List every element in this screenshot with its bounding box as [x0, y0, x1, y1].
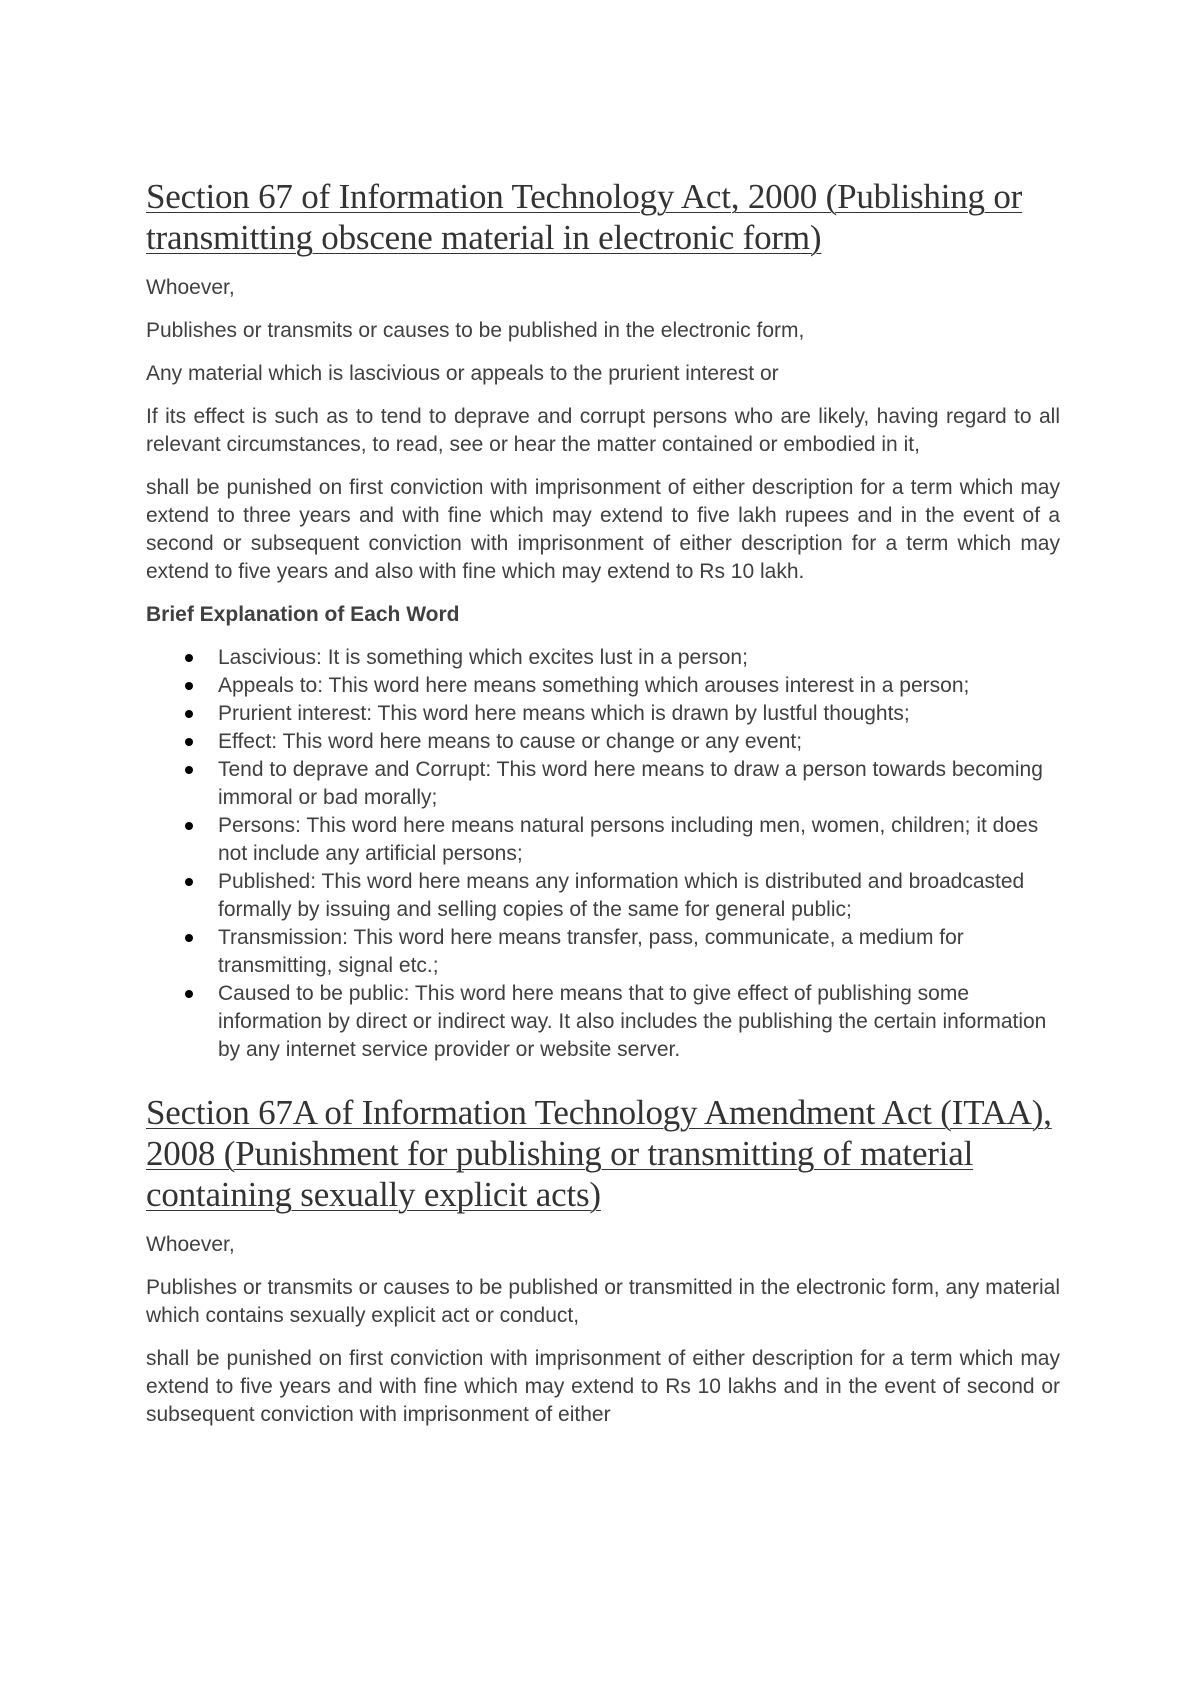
definition-text: Lascivious: It is something which excites lust in a person; — [218, 646, 748, 669]
definition-text: Appeals to: This word here means something which arouses interest in a person; — [218, 674, 970, 697]
bullet-icon — [185, 822, 193, 830]
bullet-icon — [185, 878, 193, 886]
list-item — [146, 980, 1060, 1064]
list-item — [146, 672, 1060, 700]
list-item — [146, 812, 1060, 868]
list-item — [146, 728, 1060, 756]
bullet-icon — [185, 654, 193, 662]
section-67-material-clause: Any material which is lascivious or appeals to the prurient interest or — [146, 362, 779, 385]
section-67-publishes-clause: Publishes or transmits or causes to be published in the electronic form, — [146, 319, 805, 342]
definitions-list — [146, 644, 1060, 1064]
bullet-icon — [185, 738, 193, 746]
section-67a-whoever: Whoever, — [146, 1233, 235, 1256]
section-67-punishment-clause: shall be punished on first conviction with imprisonment of either description for a term which may extend to three years and with fine which may extend to five lakh rupees and in the event of a second or subsequent conviction with imprisonment of either description for a term which may extend to five years and also with fine which may extend to Rs 10 lakh. — [146, 476, 1060, 583]
definition-text: Transmission: This word here means transfer, pass, communicate, a medium for transmitting, signal etc.; — [218, 926, 964, 977]
section-67a-punishment-clause: shall be punished on first conviction with imprisonment of either description for a term which may extend to five years and with fine which may extend to Rs 10 lakhs and in the event of second or subsequent conviction with imprisonment of either — [146, 1347, 1060, 1426]
list-item — [146, 924, 1060, 980]
definition-text: Caused to be public: This word here means that to give effect of publishing some information by direct or indirect way. It also includes the publishing the certain information by any internet service provider or website server. — [218, 982, 1047, 1061]
definition-text: Prurient interest: This word here means which is drawn by lustful thoughts; — [218, 702, 910, 725]
explanation-heading: Brief Explanation of Each Word — [146, 603, 460, 626]
list-item — [146, 756, 1060, 812]
section-67-effect-clause: If its effect is such as to tend to deprave and corrupt persons who are likely, having regard to all relevant circumstances, to read, see or hear the matter contained or embodied in it, — [146, 405, 1060, 456]
definition-text: Persons: This word here means natural persons including men, women, children; it does not include any artificial persons; — [218, 814, 1039, 865]
bullet-icon — [185, 934, 193, 942]
bullet-icon — [185, 682, 193, 690]
list-item — [146, 700, 1060, 728]
list-item — [146, 868, 1060, 924]
definition-text: Tend to deprave and Corrupt: This word here means to draw a person towards becoming immoral or bad morally; — [218, 758, 1043, 809]
section-67a-heading: Section 67A of Information Technology Amendment Act (ITAA), 2008 (Punishment for publishing or transmitting of material containing sexually explicit acts) — [146, 1093, 1052, 1214]
list-item — [146, 644, 1060, 672]
bullet-icon — [185, 710, 193, 718]
section-67-heading: Section 67 of Information Technology Act, 2000 (Publishing or transmitting obscene material in electronic form) — [146, 177, 1023, 257]
definition-text: Effect: This word here means to cause or change or any event; — [218, 730, 803, 753]
bullet-icon — [185, 766, 193, 774]
bullet-icon — [185, 990, 193, 998]
section-67a-publishes-clause: Publishes or transmits or causes to be published or transmitted in the electronic form, any material which contains sexually explicit act or conduct, — [146, 1276, 1060, 1327]
section-67-whoever: Whoever, — [146, 276, 235, 299]
definition-text: Published: This word here means any information which is distributed and broadcasted formally by issuing and selling copies of the same for general public; — [218, 870, 1025, 921]
document-body — [146, 176, 1060, 1444]
